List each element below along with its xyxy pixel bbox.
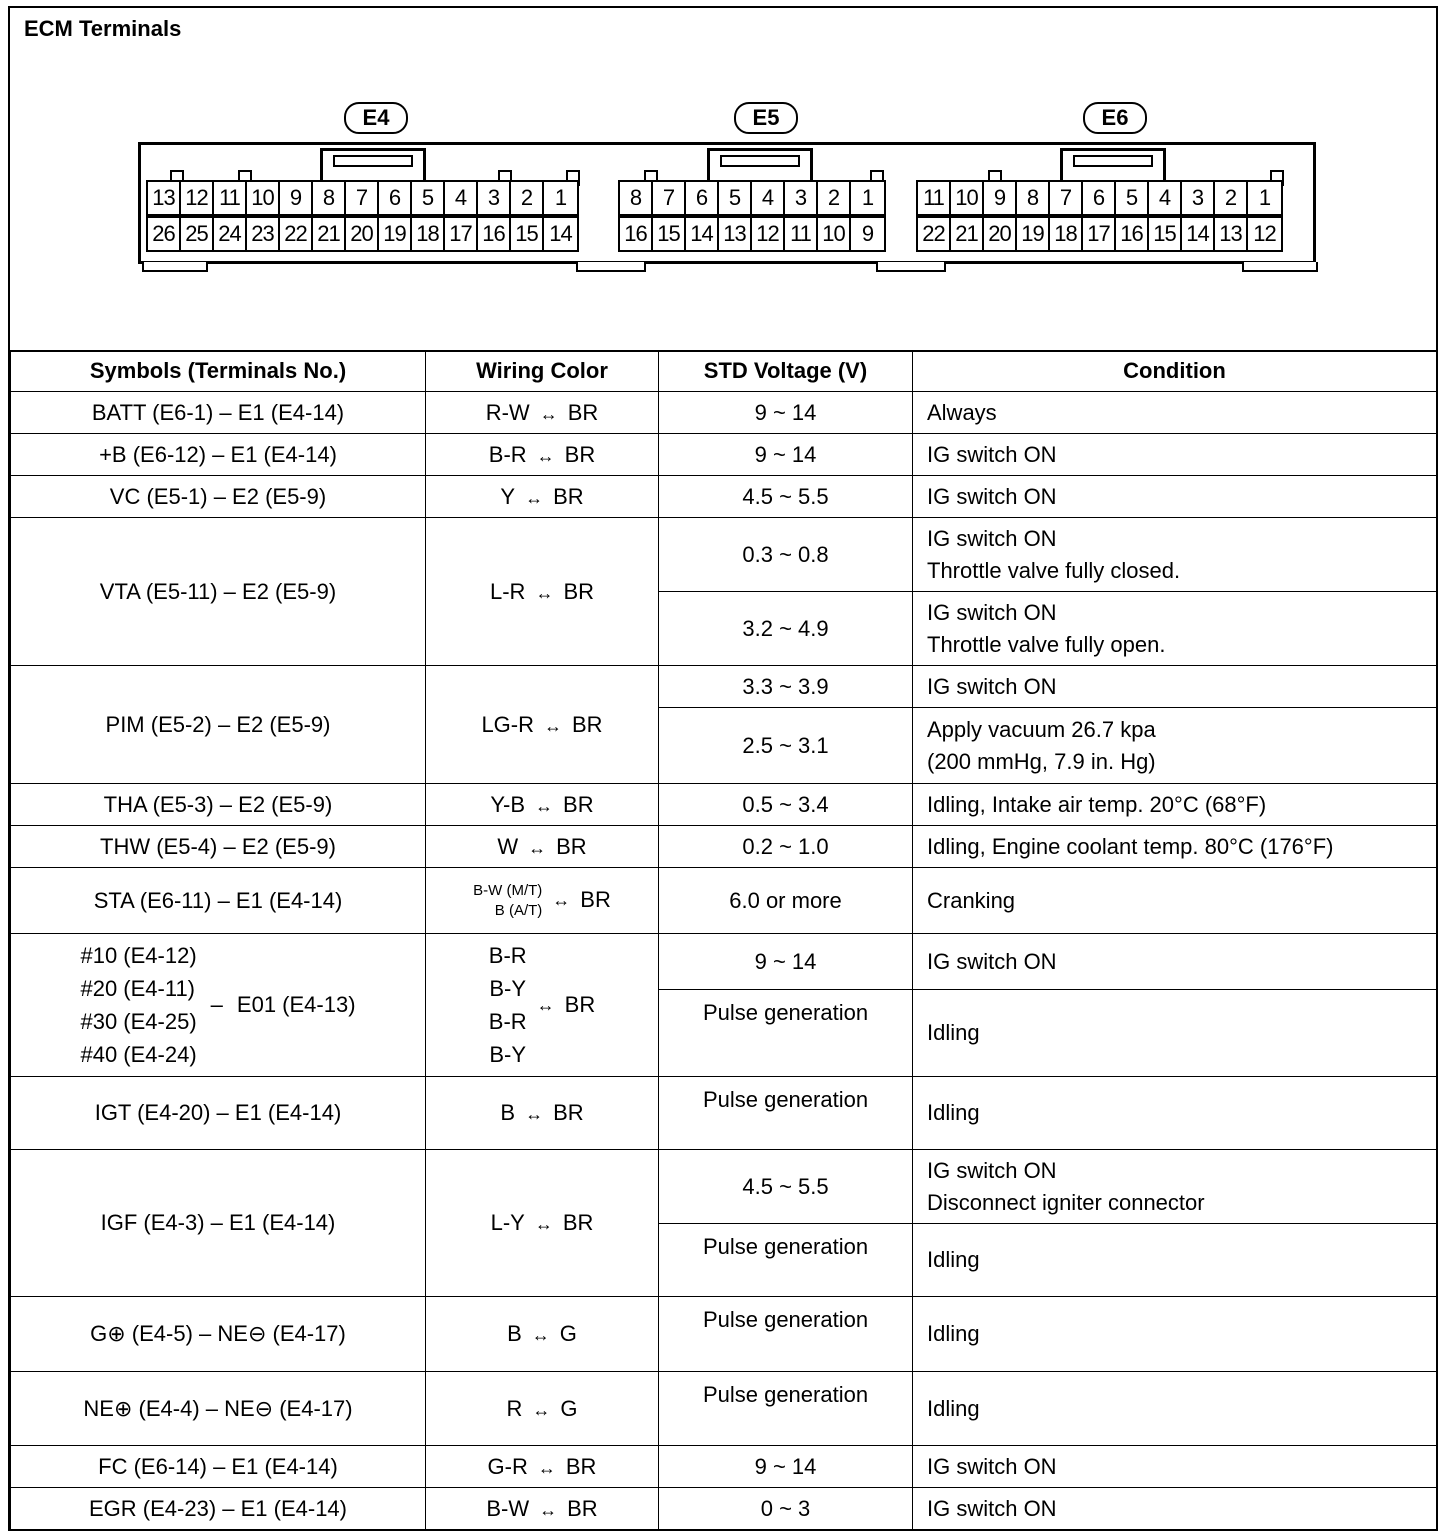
symbol-cell: THW (E5-4) – E2 (E5-9) xyxy=(11,826,426,868)
e6-pin: 18 xyxy=(1050,218,1083,250)
page-title: ECM Terminals xyxy=(24,16,182,41)
e5-pin: 4 xyxy=(752,182,785,214)
e5-pin: 8 xyxy=(620,182,653,214)
connector-label-e5: E5 xyxy=(734,102,798,134)
header-symbols: Symbols (Terminals No.) xyxy=(11,351,426,392)
wire-cell: R ↔ G xyxy=(426,1372,659,1446)
wire-cell: L-R ↔ BR xyxy=(426,518,659,666)
e5-pin: 10 xyxy=(818,218,851,250)
voltage-cell: 0 ~ 3 xyxy=(659,1488,913,1530)
e6-pin: 19 xyxy=(1017,218,1050,250)
connector-label-e6: E6 xyxy=(1083,102,1147,134)
wire-cell: B-R ↔ BR xyxy=(426,434,659,476)
e4-pin: 6 xyxy=(379,182,412,214)
wire-cell: R-W ↔ BR xyxy=(426,392,659,434)
e6-pin: 5 xyxy=(1116,182,1149,214)
housing-foot xyxy=(1242,262,1318,272)
voltage-cell: 2.5 ~ 3.1 xyxy=(659,708,913,784)
e4-pin: 16 xyxy=(478,218,511,250)
e4-pin: 18 xyxy=(412,218,445,250)
e4-pin: 9 xyxy=(280,182,313,214)
table-row xyxy=(11,868,1437,934)
e5-pin: 2 xyxy=(818,182,851,214)
e4-pin: 8 xyxy=(313,182,346,214)
table-row xyxy=(11,476,1437,518)
e4-pin: 4 xyxy=(445,182,478,214)
symbol-cell: EGR (E4-23) – E1 (E4-14) xyxy=(11,1488,426,1530)
condition-cell: IG switch ON xyxy=(913,1446,1437,1488)
connector-diagram xyxy=(10,8,1436,352)
table-row xyxy=(11,1297,1437,1372)
wire-cell: Y-B ↔ BR xyxy=(426,784,659,826)
connector-label-e4: E4 xyxy=(344,102,408,134)
table-row xyxy=(11,666,1437,708)
e6-pin: 10 xyxy=(951,182,984,214)
e4-pin: 24 xyxy=(214,218,247,250)
symbol-cell: IGT (E4-20) – E1 (E4-14) xyxy=(11,1077,426,1150)
table-row xyxy=(11,1372,1437,1446)
voltage-cell: Pulse generation xyxy=(659,1224,913,1297)
e6-pin: 20 xyxy=(984,218,1017,250)
wire-cell: B ↔ G xyxy=(426,1297,659,1372)
e6-pin: 2 xyxy=(1215,182,1248,214)
symbol-cell: STA (E6-11) – E1 (E4-14) xyxy=(11,868,426,934)
ecm-terminals-panel xyxy=(8,6,1438,1531)
terminal-table xyxy=(10,350,1437,1530)
wire-cell: L-Y ↔ BR xyxy=(426,1150,659,1297)
e6-pin: 3 xyxy=(1182,182,1215,214)
e6-pin: 16 xyxy=(1116,218,1149,250)
e6-pin: 12 xyxy=(1253,221,1276,246)
voltage-cell: 4.5 ~ 5.5 xyxy=(659,476,913,518)
table-row xyxy=(11,392,1437,434)
voltage-cell: 0.5 ~ 3.4 xyxy=(659,784,913,826)
e6-pin: 14 xyxy=(1182,218,1215,250)
table-row xyxy=(11,934,1437,990)
voltage-cell: Pulse generation xyxy=(659,1372,913,1446)
e5-pin: 5 xyxy=(719,182,752,214)
e5-bottom-row xyxy=(618,216,886,252)
wire-cell: B-W ↔ BR xyxy=(426,1488,659,1530)
e6-pin: 7 xyxy=(1050,182,1083,214)
symbol-cell: PIM (E5-2) – E2 (E5-9) xyxy=(11,666,426,784)
symbol-cell: VTA (E5-11) – E2 (E5-9) xyxy=(11,518,426,666)
condition-cell: Apply vacuum 26.7 kpa (200 mmHg, 7.9 in. Hg) xyxy=(913,708,1437,784)
voltage-cell: 3.3 ~ 3.9 xyxy=(659,666,913,708)
voltage-cell: Pulse generation xyxy=(659,1297,913,1372)
table-row xyxy=(11,1488,1437,1530)
condition-cell: IG switch ON xyxy=(913,1488,1437,1530)
condition-cell: Idling xyxy=(913,1372,1437,1446)
e4-pin: 19 xyxy=(379,218,412,250)
condition-cell: IG switch ON xyxy=(913,666,1437,708)
condition-cell: Cranking xyxy=(913,868,1437,934)
table-row xyxy=(11,518,1437,592)
wire-cell: B ↔ BR xyxy=(426,1077,659,1150)
e4-pin: 3 xyxy=(478,182,511,214)
e6-pin: 9 xyxy=(984,182,1017,214)
symbol-cell: FC (E6-14) – E1 (E4-14) xyxy=(11,1446,426,1488)
symbol-cell: VC (E5-1) – E2 (E5-9) xyxy=(11,476,426,518)
e6-pin: 4 xyxy=(1149,182,1182,214)
condition-cell: IG switch ON Throttle valve fully closed. xyxy=(913,518,1437,592)
housing-foot xyxy=(876,262,946,272)
condition-cell: Idling xyxy=(913,1224,1437,1297)
symbol-cell: BATT (E6-1) – E1 (E4-14) xyxy=(11,392,426,434)
e4-pin: 22 xyxy=(280,218,313,250)
table-row xyxy=(11,434,1437,476)
e4-pin: 20 xyxy=(346,218,379,250)
e6-pin: 1 xyxy=(1258,185,1271,210)
wire-cell: G-R ↔ BR xyxy=(426,1446,659,1488)
voltage-cell: Pulse generation xyxy=(659,1077,913,1150)
e4-pin: 7 xyxy=(346,182,379,214)
condition-cell: IG switch ON Throttle valve fully open. xyxy=(913,592,1437,666)
e6-pin: 15 xyxy=(1149,218,1182,250)
header-condition: Condition xyxy=(913,351,1437,392)
e6-pin: 11 xyxy=(918,182,951,214)
e6-pin: 13 xyxy=(1215,218,1248,250)
condition-cell: IG switch ON xyxy=(913,934,1437,990)
condition-cell: Idling, Intake air temp. 20°C (68°F) xyxy=(913,784,1437,826)
e5-pin: 15 xyxy=(653,218,686,250)
housing-foot xyxy=(142,262,208,272)
e4-pin: 15 xyxy=(511,218,544,250)
e5-top-row xyxy=(618,180,886,216)
table-row xyxy=(11,1077,1437,1150)
voltage-cell: 3.2 ~ 4.9 xyxy=(659,592,913,666)
e5-pin: 3 xyxy=(785,182,818,214)
symbol-cell: IGF (E4-3) – E1 (E4-14) xyxy=(11,1150,426,1297)
housing-foot xyxy=(576,262,646,272)
header-voltage: STD Voltage (V) xyxy=(659,351,913,392)
wire-cell: W ↔ BR xyxy=(426,826,659,868)
e4-pin: 25 xyxy=(181,218,214,250)
symbol-cell: G⊕ (E4-5) – NE⊖ (E4-17) xyxy=(11,1297,426,1372)
e6-bottom-row xyxy=(916,216,1283,252)
voltage-cell: 9 ~ 14 xyxy=(659,1446,913,1488)
voltage-cell: Pulse generation xyxy=(659,990,913,1077)
e4-pin: 5 xyxy=(412,182,445,214)
e6-top-row xyxy=(916,180,1283,216)
condition-cell: Idling xyxy=(913,990,1437,1077)
wire-cell: B-R B-Y B-R B-Y ↔ BR xyxy=(426,934,659,1077)
symbol-cell: THA (E5-3) – E2 (E5-9) xyxy=(11,784,426,826)
table-header-row xyxy=(11,351,1437,392)
condition-cell: Idling xyxy=(913,1297,1437,1372)
voltage-cell: 9 ~ 14 xyxy=(659,434,913,476)
voltage-cell: 0.2 ~ 1.0 xyxy=(659,826,913,868)
e5-pin: 12 xyxy=(752,218,785,250)
e6-pin: 17 xyxy=(1083,218,1116,250)
symbol-cell: NE⊕ (E4-4) – NE⊖ (E4-17) xyxy=(11,1372,426,1446)
e6-pin: 6 xyxy=(1083,182,1116,214)
condition-cell: IG switch ON xyxy=(913,434,1437,476)
e6-pin: 8 xyxy=(1017,182,1050,214)
e4-pin: 11 xyxy=(214,182,247,214)
table-row xyxy=(11,1446,1437,1488)
e5-pin: 16 xyxy=(620,218,653,250)
voltage-cell: 6.0 or more xyxy=(659,868,913,934)
e4-pin: 14 xyxy=(549,221,572,246)
e5-pin: 9 xyxy=(861,221,874,246)
e4-pin: 10 xyxy=(247,182,280,214)
condition-cell: Idling, Engine coolant temp. 80°C (176°F) xyxy=(913,826,1437,868)
voltage-cell: 9 ~ 14 xyxy=(659,934,913,990)
symbol-cell: +B (E6-12) – E1 (E4-14) xyxy=(11,434,426,476)
condition-cell: Always xyxy=(913,392,1437,434)
e6-pin: 21 xyxy=(951,218,984,250)
e4-pin: 26 xyxy=(148,218,181,250)
e4-pin: 1 xyxy=(554,185,567,210)
condition-cell: Idling xyxy=(913,1077,1437,1150)
e4-pin: 13 xyxy=(148,182,181,214)
e5-pin: 14 xyxy=(686,218,719,250)
e4-pin: 21 xyxy=(313,218,346,250)
table-row xyxy=(11,826,1437,868)
voltage-cell: 4.5 ~ 5.5 xyxy=(659,1150,913,1224)
e5-pin: 6 xyxy=(686,182,719,214)
e4-bottom-row xyxy=(146,216,579,252)
e4-top-row xyxy=(146,180,579,216)
voltage-cell: 9 ~ 14 xyxy=(659,392,913,434)
e5-pin: 7 xyxy=(653,182,686,214)
table-row xyxy=(11,1150,1437,1224)
wire-cell: LG-R ↔ BR xyxy=(426,666,659,784)
e4-pin: 17 xyxy=(445,218,478,250)
e4-pin: 2 xyxy=(511,182,544,214)
e6-pin: 22 xyxy=(918,218,951,250)
condition-cell: IG switch ON Disconnect igniter connector xyxy=(913,1150,1437,1224)
symbol-cell: #10 (E4-12) #20 (E4-11) #30 (E4-25) #40 (E4-24) – E01 (E4-13) xyxy=(11,934,426,1077)
condition-cell: IG switch ON xyxy=(913,476,1437,518)
header-wiring: Wiring Color xyxy=(426,351,659,392)
table-row xyxy=(11,784,1437,826)
e5-pin: 13 xyxy=(719,218,752,250)
e5-pin: 1 xyxy=(861,185,874,210)
e4-pin: 23 xyxy=(247,218,280,250)
e4-pin: 12 xyxy=(181,182,214,214)
voltage-cell: 0.3 ~ 0.8 xyxy=(659,518,913,592)
wire-cell: Y ↔ BR xyxy=(426,476,659,518)
wire-cell: B-W (M/T) B (A/T) ↔ BR xyxy=(426,868,659,934)
e5-pin: 11 xyxy=(785,218,818,250)
